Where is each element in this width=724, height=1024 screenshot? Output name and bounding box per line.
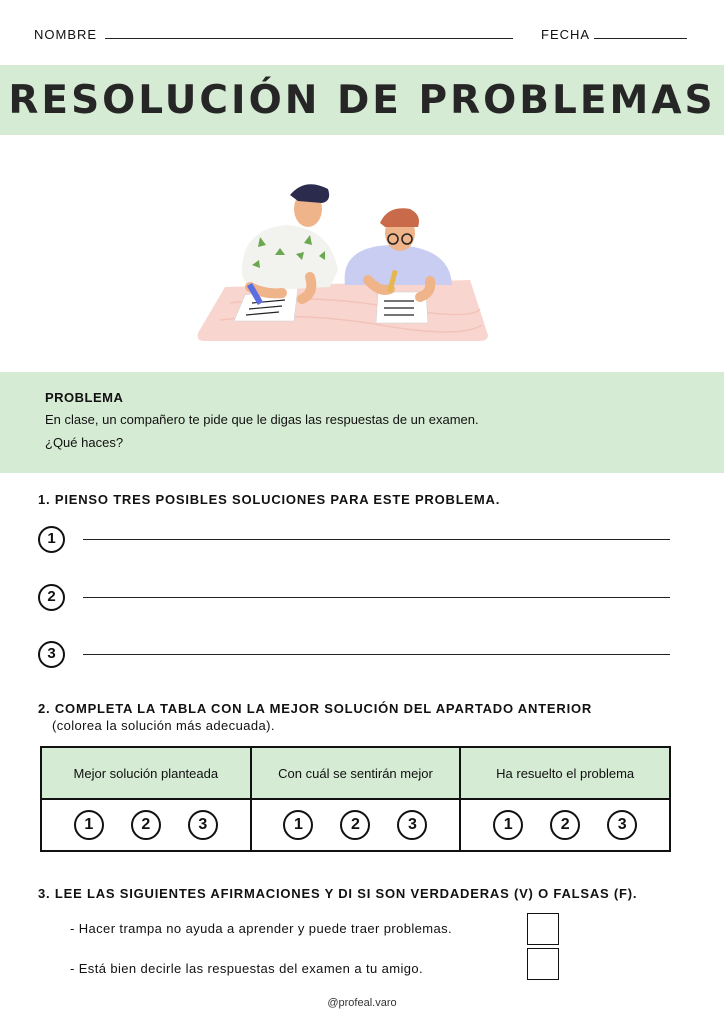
problem-line-2: ¿Qué haces?: [45, 435, 124, 450]
option-2-circle[interactable]: 2: [550, 810, 580, 840]
option-1-circle[interactable]: 1: [74, 810, 104, 840]
column-1-options: [41, 799, 251, 851]
section-1-title: 1. PIENSO TRES POSIBLES SOLUCIONES PARA ESTE PROBLEMA.: [38, 492, 501, 507]
statement-1-answer-box[interactable]: [527, 913, 559, 945]
option-3-circle[interactable]: 3: [607, 810, 637, 840]
problem-line-1: En clase, un compañero te pide que le digas las respuestas de un examen.: [45, 412, 479, 427]
name-field-line[interactable]: [105, 38, 513, 39]
section-3-title: 3. LEE LAS SIGUIENTES AFIRMACIONES Y DI SI SON VERDADERAS (V) O FALSAS (F).: [38, 886, 638, 901]
option-2-circle[interactable]: 2: [340, 810, 370, 840]
solution-1-number: 1: [38, 526, 65, 553]
page-title: RESOLUCIÓN DE PROBLEMAS: [8, 78, 716, 123]
statement-1: - Hacer trampa no ayuda a aprender y puede traer problemas.: [70, 921, 453, 936]
option-1-circle[interactable]: 1: [283, 810, 313, 840]
section-2-title: 2. COMPLETA LA TABLA CON LA MEJOR SOLUCIÓN DEL APARTADO ANTERIOR: [38, 701, 593, 716]
date-field-line[interactable]: [594, 38, 687, 39]
option-3-circle[interactable]: 3: [397, 810, 427, 840]
solution-3-line[interactable]: [83, 654, 670, 655]
solution-2-number: 2: [38, 584, 65, 611]
section-2-subtitle: (colorea la solución más adecuada).: [52, 718, 275, 733]
option-3-circle[interactable]: 3: [188, 810, 218, 840]
option-1-circle[interactable]: 1: [493, 810, 523, 840]
students-illustration: [190, 175, 500, 345]
column-2-options: [251, 799, 461, 851]
column-header-best-solution: Mejor solución planteada: [41, 747, 251, 799]
solution-1-line[interactable]: [83, 539, 670, 540]
solution-table: [40, 746, 671, 852]
column-header-feel-better: Con cuál se sentirán mejor: [251, 747, 461, 799]
column-3-options: [460, 799, 670, 851]
footer-credit: @profeal.varo: [327, 997, 397, 1009]
column-header-resolved: Ha resuelto el problema: [460, 747, 670, 799]
date-label: FECHA: [541, 27, 591, 42]
statement-2: - Está bien decirle las respuestas del examen a tu amigo.: [70, 961, 424, 976]
solution-3-number: 3: [38, 641, 65, 668]
solution-2-line[interactable]: [83, 597, 670, 598]
statement-2-answer-box[interactable]: [527, 948, 559, 980]
option-2-circle[interactable]: 2: [131, 810, 161, 840]
problem-heading: PROBLEMA: [45, 390, 124, 405]
name-label: NOMBRE: [34, 27, 98, 42]
